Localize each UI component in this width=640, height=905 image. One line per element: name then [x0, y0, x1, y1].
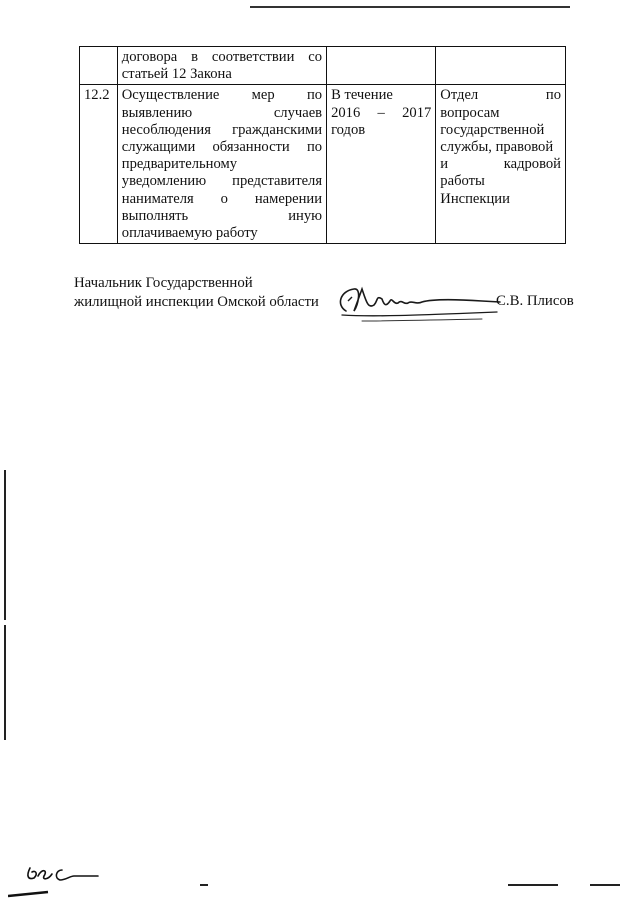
cell-text-line: В течение	[331, 87, 393, 104]
scan-artifact-line	[200, 884, 208, 886]
table-cell-responsible	[436, 85, 566, 244]
signatory-title	[74, 274, 319, 312]
cell-text-line: вопросам	[440, 104, 500, 121]
cell-text-line: 2016 – 2017	[331, 104, 432, 121]
cell-text-line: несоблюдения гражданскими	[121, 121, 323, 138]
cell-text-line: Отдел по	[440, 87, 561, 104]
table-cell-term	[327, 85, 436, 244]
cell-text-line: оплачиваемую работу	[121, 225, 258, 242]
scan-edge-mark	[4, 625, 6, 740]
scan-edge-mark	[4, 470, 6, 620]
handwritten-signature	[332, 275, 512, 335]
signatory-title-line: Начальник Государственной	[74, 275, 253, 291]
plan-table	[79, 46, 566, 244]
table-cell-measure	[117, 47, 326, 85]
table-cell-responsible	[436, 47, 566, 85]
cell-text-line: служащими обязанности по	[121, 139, 323, 156]
cell-text-line: годов	[331, 121, 366, 138]
handwritten-initials	[8, 862, 118, 902]
cell-text-line: предварительному	[121, 156, 238, 173]
scan-artifact-line	[590, 884, 620, 886]
table-row	[80, 47, 566, 85]
table-cell-number: 12.2	[80, 85, 118, 244]
table-row	[80, 85, 566, 244]
cell-text-line: Осуществление мер по	[121, 87, 323, 104]
cell-text-line: государственной	[440, 121, 545, 138]
cell-text-line: выявлению случаев	[121, 104, 323, 121]
signatory-name: С.В. Плисов	[496, 293, 574, 309]
cell-text-line: уведомлению представителя	[121, 173, 323, 190]
cell-text-line: работы	[440, 173, 485, 190]
cell-text-line: выполнять иную	[121, 207, 323, 224]
table-cell-measure	[117, 85, 326, 244]
scan-artifact-line	[508, 884, 558, 886]
table-cell-number	[80, 47, 118, 85]
cell-text-line: нанимателя о намерении	[121, 190, 323, 207]
signatory-title-line: жилищной инспекции Омской области	[74, 294, 319, 310]
cell-text-line: Инспекции	[440, 190, 510, 207]
cell-text-line: договора в соответствии со	[121, 49, 323, 65]
table-cell-term	[327, 47, 436, 85]
cell-text-line: и кадровой	[440, 156, 561, 173]
cell-text-line: статьей 12 Закона	[121, 66, 232, 83]
scan-artifact-line	[250, 6, 570, 8]
cell-text-line: службы, правовой	[440, 139, 554, 156]
